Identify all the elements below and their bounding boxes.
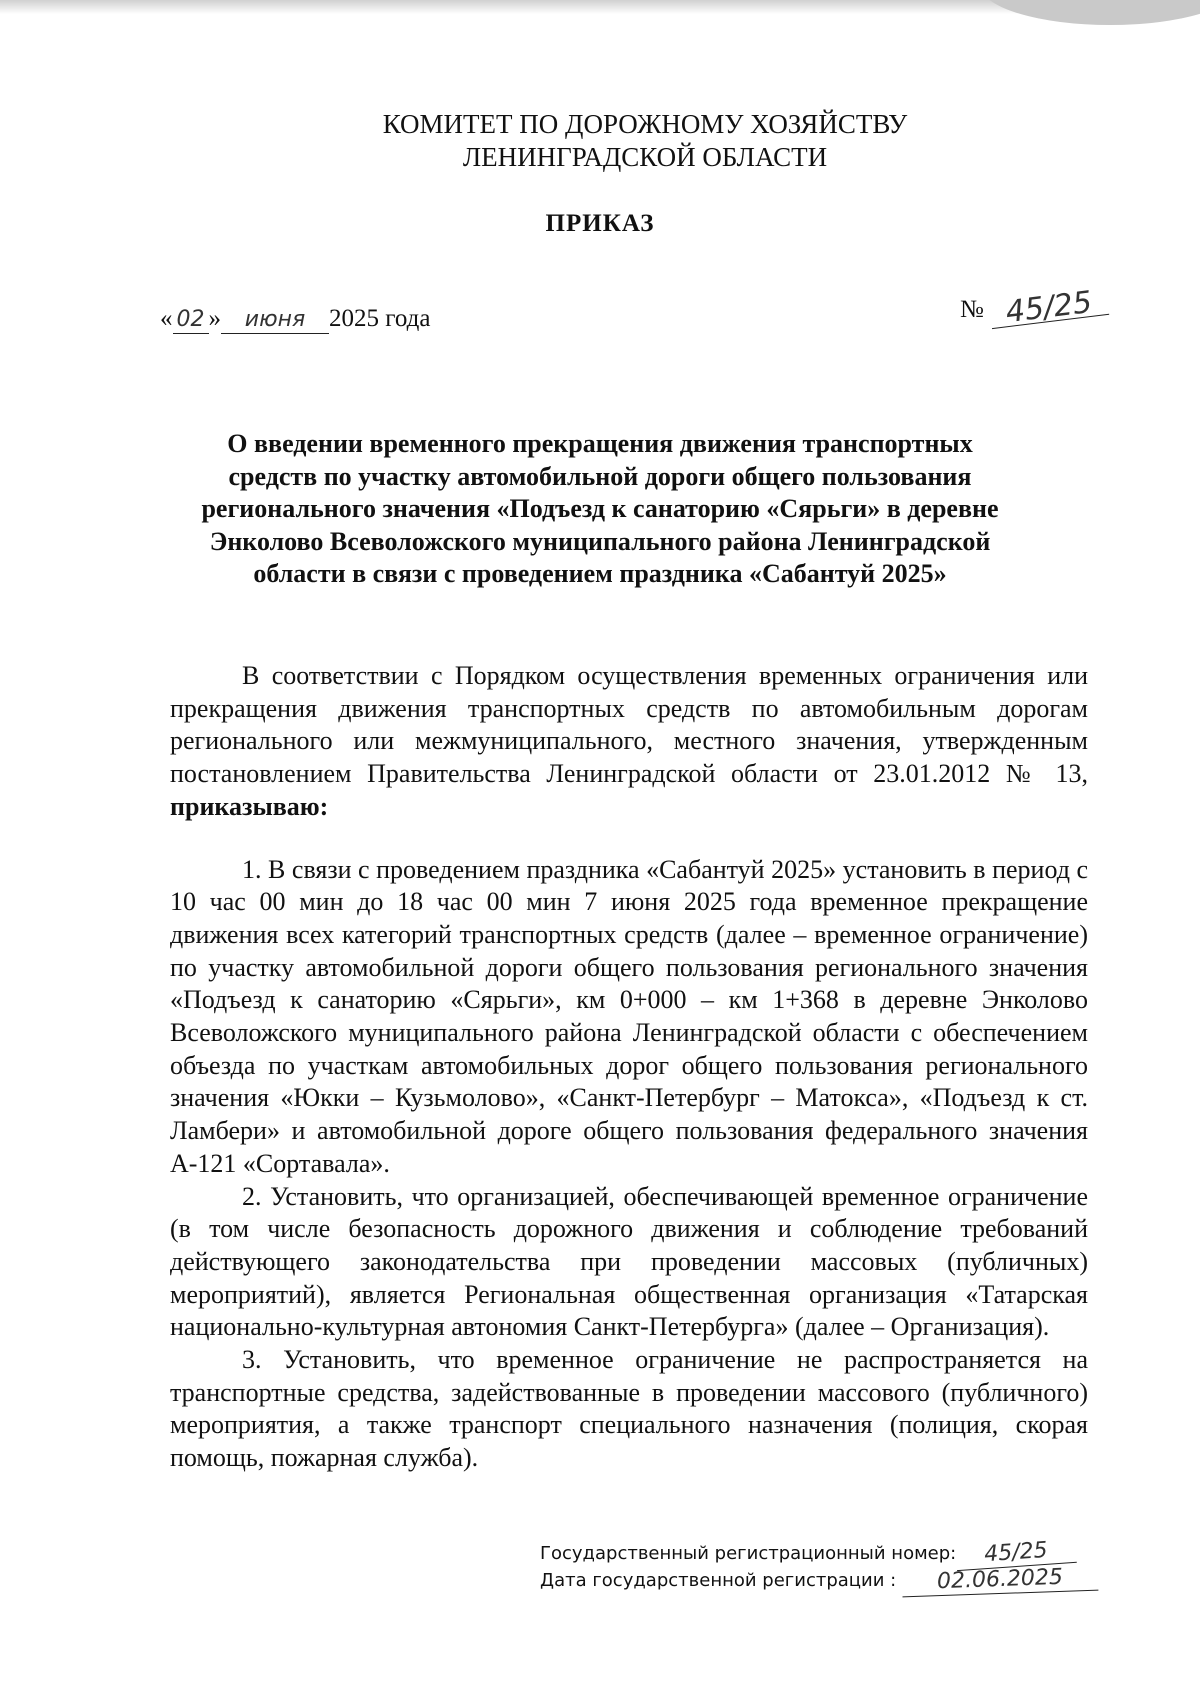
number-label: №: [960, 296, 984, 323]
item-1-paragraph: 1. В связи с проведением праздника «Сабантуй 2025» установить в период с 10 час 00 мин до 18 час 00 мин 7 июня 2025 года временное прекращение движения всех категорий транспортных средств (далее – временное ограничение) по участку автомобильной дороги общего пользования регионального значения «Подъезд к санаторию «Сярьги», км 0+000 – км 1+368 в деревне Энколово Всеволожского муниципального района Ленинградской области с обеспечением объезда по участкам автомобильных дорог общего пользования регионального значения «Юкки – Кузьмолово», «Санкт-Петербург – Матокса», «Подъезд к ст. Ламбери» и автомобильной дороге общего пользования федерального значения А-121 «Сортавала».: [170, 854, 1088, 1178]
registration-number-label: Государственный регистрационный номер:: [540, 1543, 957, 1564]
date-open-quote: «: [160, 305, 173, 332]
date-year: 2025 года: [329, 305, 431, 332]
order-date: [160, 305, 430, 334]
preamble-order-word: приказываю:: [170, 791, 329, 821]
registration-number-row: [540, 1537, 1100, 1568]
item-2-paragraph: 2. Установить, что организацией, обеспечивающей временное ограничение (в том числе безопасность дорожного движения и соблюдение требований действующего законодательства при проведении массовых (публичных) мероприятий), является Региональная общественная организация «Татарская национально-культурная автономия Санкт-Петербурга» (далее – Организация).: [170, 1181, 1088, 1342]
paragraph-gap: [170, 824, 1088, 854]
order-number: [960, 284, 1108, 331]
number-value-handwritten: 45/25: [989, 288, 1109, 329]
title-line: области в связи с проведением праздника «Сабантуй 2025»: [253, 559, 947, 588]
preamble-text: В соответствии с Порядком осуществления временных ограничения или прекращения движения транспортных средств по автомобильным дорогам регионального или межмуниципального, местного значения, утвержденным постановлением Правительства Ленинградской области от 23.01.2012 № 13,: [170, 661, 1088, 789]
registration-date-handwritten: 02.06.2025: [902, 1564, 1099, 1598]
registration-date-row: [540, 1564, 1100, 1595]
title-line: регионального значения «Подъезд к санаторию «Сярьги» в деревне: [201, 494, 999, 523]
title-line: средств по участку автомобильной дороги общего пользования: [228, 461, 972, 491]
organization-header: [0, 108, 1200, 174]
title-line: О введении временного прекращения движения транспортных: [227, 429, 973, 458]
item-3-paragraph: 3. Установить, что временное ограничение не распространяется на транспортные средства, задействованные в проведении массового (публичного) мероприятия, а также транспорт специального назначения (полиция, скорая помощь, пожарная служба).: [170, 1345, 1088, 1473]
registration-stamp: [540, 1537, 1100, 1595]
date-day-handwritten: 02: [173, 307, 209, 334]
org-line-1: КОМИТЕТ ПО ДОРОЖНОМУ ХОЗЯЙСТВУ: [382, 109, 908, 139]
order-title: [150, 428, 1050, 591]
registration-date-label: Дата государственной регистрации :: [540, 1570, 897, 1591]
date-close-quote: »: [208, 305, 221, 332]
title-line: Энколово Всеволожского муниципального района Ленинградской: [209, 526, 991, 556]
document-type: ПРИКАЗ: [545, 210, 655, 237]
registration-number-handwritten: 45/25: [955, 1536, 1077, 1571]
order-body: [170, 660, 1088, 1475]
org-line-2: ЛЕНИНГРАДСКОЙ ОБЛАСТИ: [462, 142, 828, 172]
preamble-paragraph: [170, 660, 1088, 824]
date-month-handwritten: июня: [221, 307, 329, 334]
